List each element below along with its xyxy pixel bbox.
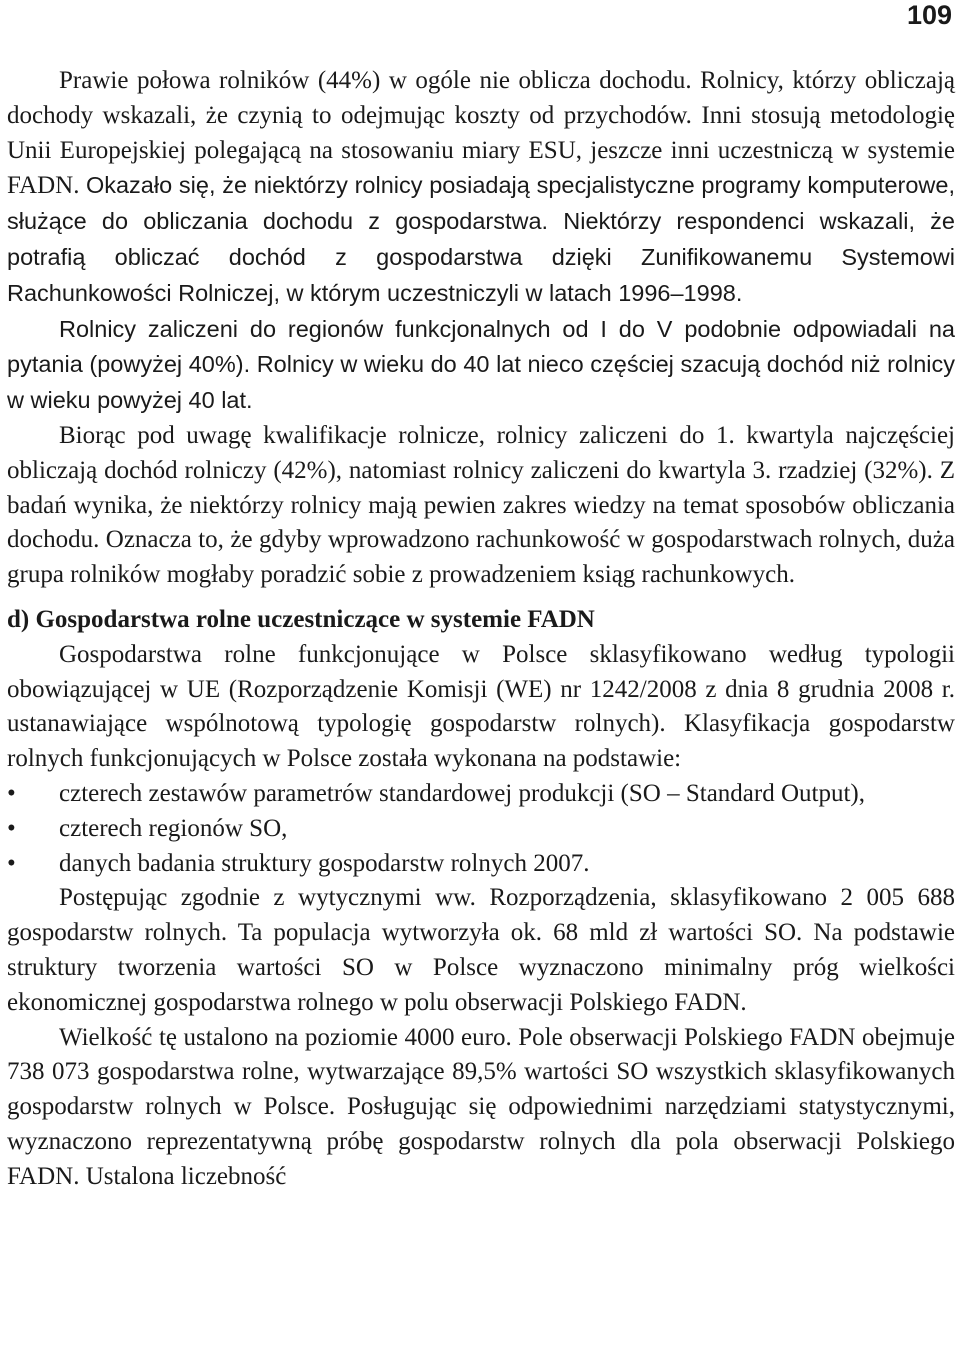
paragraph-threshold: Wielkość tę ustalono na poziomie 4000 euro. Pole obserwacji Polskiego FADN obejmuje 738 073 gospodarstwa rolne, wytwarzające 89,5% wartości SO wszystkich sklasyfikowanych gospodarstw rolnych w Polsce. Posługując się odpowiednimi narzędziami statystycznymi, wyznaczono reprezentatywną próbę gospodarstw rolnych dla pola obserwacji Polskiego FADN. Ustalona liczebność xyxy=(7,1023,955,1190)
list-item xyxy=(7,777,955,812)
list-item-text: czterech zestawów parametrów standardowej produkcji (SO – Standard Output), xyxy=(59,779,865,807)
paragraph-classification: Postępując zgodnie z wytycznymi ww. Rozporządzenia, sklasyfikowano 2 005 688 gospodarstw rolnych. Ta populacja wytworzyła ok. 68 mld zł wartości SO. Na podstawie struktury tworzenia wartości SO w Polsce wyznaczono minimalny próg wielkości ekonomicznej gospodarstwa rolnego w polu obserwacji Polskiego FADN. xyxy=(7,884,955,1016)
list-item xyxy=(7,847,955,882)
paragraph-qualifications: Biorąc pod uwagę kwalifikacje rolnicze, rolnicy zaliczeni do 1. kwartyla najczęściej obliczają dochód rolniczy (42%), natomiast rolnicy zaliczeni do kwartyla 3. rzadziej (32%). Z badań wynika, że niektórzy rolnicy mają pewien zakres wiedzy na temat sposobów obliczania dochodu. Oznacza to, że gdyby wprowadzono rachunkowość w gospodarstwach rolnych, duża grupa rolników mogłaby poradzić sobie z prowadzeniem ksiąg rachunkowych. xyxy=(7,421,955,589)
page-number: 109 xyxy=(906,0,952,30)
paragraph-methods-serif: Prawie połowa rolników (44%) w ogóle nie oblicza dochodu. Rolnicy, którzy obliczają dochody wskazali, że czynią to odejmując koszty od przychodów. Inni stosują metodologię Unii Europejskiej polegającą na stosowaniu miary ESU, jeszcze inni uczestniczą w systemie FADN. xyxy=(7,67,955,200)
paragraph-regions xyxy=(7,312,955,419)
paragraph-regions-sans: Rolnicy zaliczeni do regionów funkcjonalnych od I do V podobnie odpowiadali na pytania (powyżej 40%). xyxy=(7,315,955,378)
section-heading: d) Gospodarstwa rolne uczestniczące w systemie FADN xyxy=(7,605,595,633)
bullet-icon: • xyxy=(7,779,16,807)
list-item-text: czterech regionów SO, xyxy=(59,814,288,842)
bullet-icon: • xyxy=(7,849,16,877)
paragraph-section-intro: Gospodarstwa rolne funkcjonujące w Polsce sklasyfikowano według typologii obowiązującej w UE (Rozporządzenie Komisji (WE) nr 1242/2008 z dnia 8 grudnia 2008 r. ustanawiające wspólnotową typologię gospodarstw rolnych). Klasyfikacja gospodarstw rolnych funkcjonujących w Polsce została wykonana na podstawie: xyxy=(7,640,955,773)
bullet-icon: • xyxy=(7,814,16,842)
paragraph-regions-age: Rolnicy w wieku do 40 lat nieco częściej szacują dochód niż rolnicy w wieku powyżej 40 lat. xyxy=(7,351,955,414)
document-body xyxy=(7,64,955,1195)
list-item-text: danych badania struktury gospodarstw rolnych 2007. xyxy=(59,849,590,877)
bullet-list xyxy=(7,777,955,881)
list-item xyxy=(7,812,955,847)
paragraph-methods xyxy=(7,64,955,312)
paragraph-methods-sans: Okazało się, że niektórzy rolnicy posiadają specjalistyczne programy komputerowe, służące do obliczania dochodu z gospodarstwa. Niektórzy respondenci wskazali, że potrafią obliczać dochód z gospodarstwa dzięki Zunifikowanemu Systemowi Rachunkowości Rolniczej, w którym uczestniczyli w latach 1996–1998. xyxy=(7,172,955,306)
